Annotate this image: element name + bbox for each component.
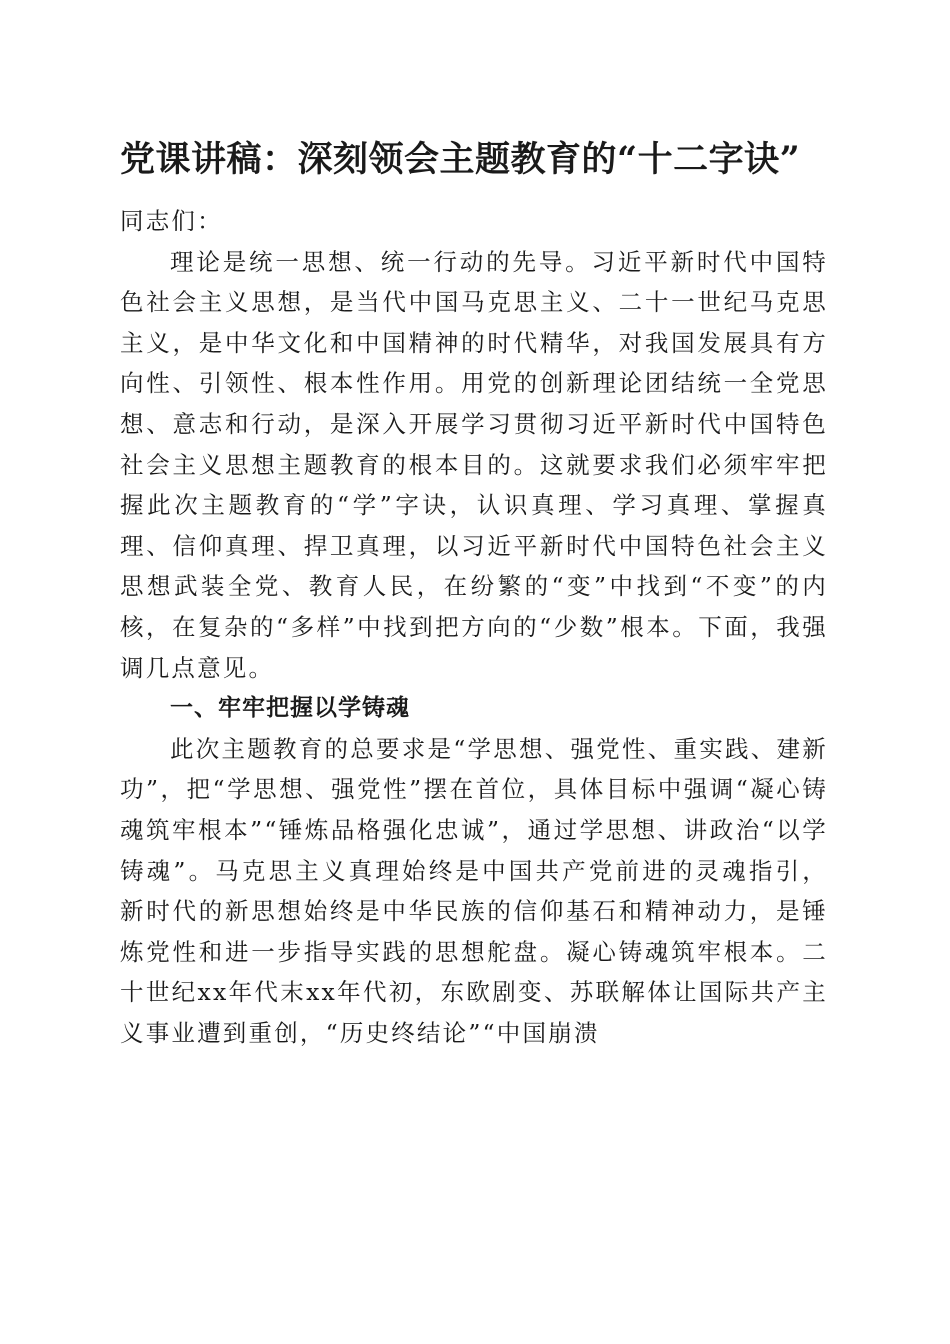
section-heading: 一、牢牢把握以学铸魂 <box>170 695 410 722</box>
section-paragraph: 此次主题教育的总要求是“学思想、强党性、重实践、建新功”，把“学思想、强党性”摆在首位，具体目标中强调“凝心铸魂筑牢根本”“锤炼品格强化忠诚”，通过学思想、讲政治“以学铸魂”。马克思主义真理始终是中国共产党前进的灵魂指引，新时代的新思想始终是中华民族的信仰基石和精神动力，是锤炼党性和进一步指导实践的思想舵盘。凝心铸魂筑牢根本。二十世纪xx年代末xx年代初，东欧剧变、苏联解体让国际共产主义事业遭到重创，“历史终结论”“中国崩溃 <box>120 734 828 1047</box>
document-body <box>120 201 828 1053</box>
salutation: 同志们： <box>120 207 223 235</box>
intro-paragraph: 理论是统一思想、统一行动的先导。习近平新时代中国特色社会主义思想，是当代中国马克思主义、二十一世纪马克思主义，是中华文化和中国精神的时代精华，对我国发展具有方向性、引领性、根本性作用。用党的创新理论团结统一全党思想、意志和行动，是深入开展学习贯彻习近平新时代中国特色社会主义思想主题教育的根本目的。这就要求我们必须牢牢把握此次主题教育的“学”字诀，认识真理、学习真理、掌握真理、信仰真理、捍卫真理，以习近平新时代中国特色社会主义思想武装全党、教育人民，在纷繁的“变”中找到“不变”的内核，在复杂的“多样”中找到把方向的“少数”根本。下面，我强调几点意见。 <box>120 247 828 682</box>
document-title: 党课讲稿：深刻领会主题教育的“十二字诀” <box>120 139 801 180</box>
